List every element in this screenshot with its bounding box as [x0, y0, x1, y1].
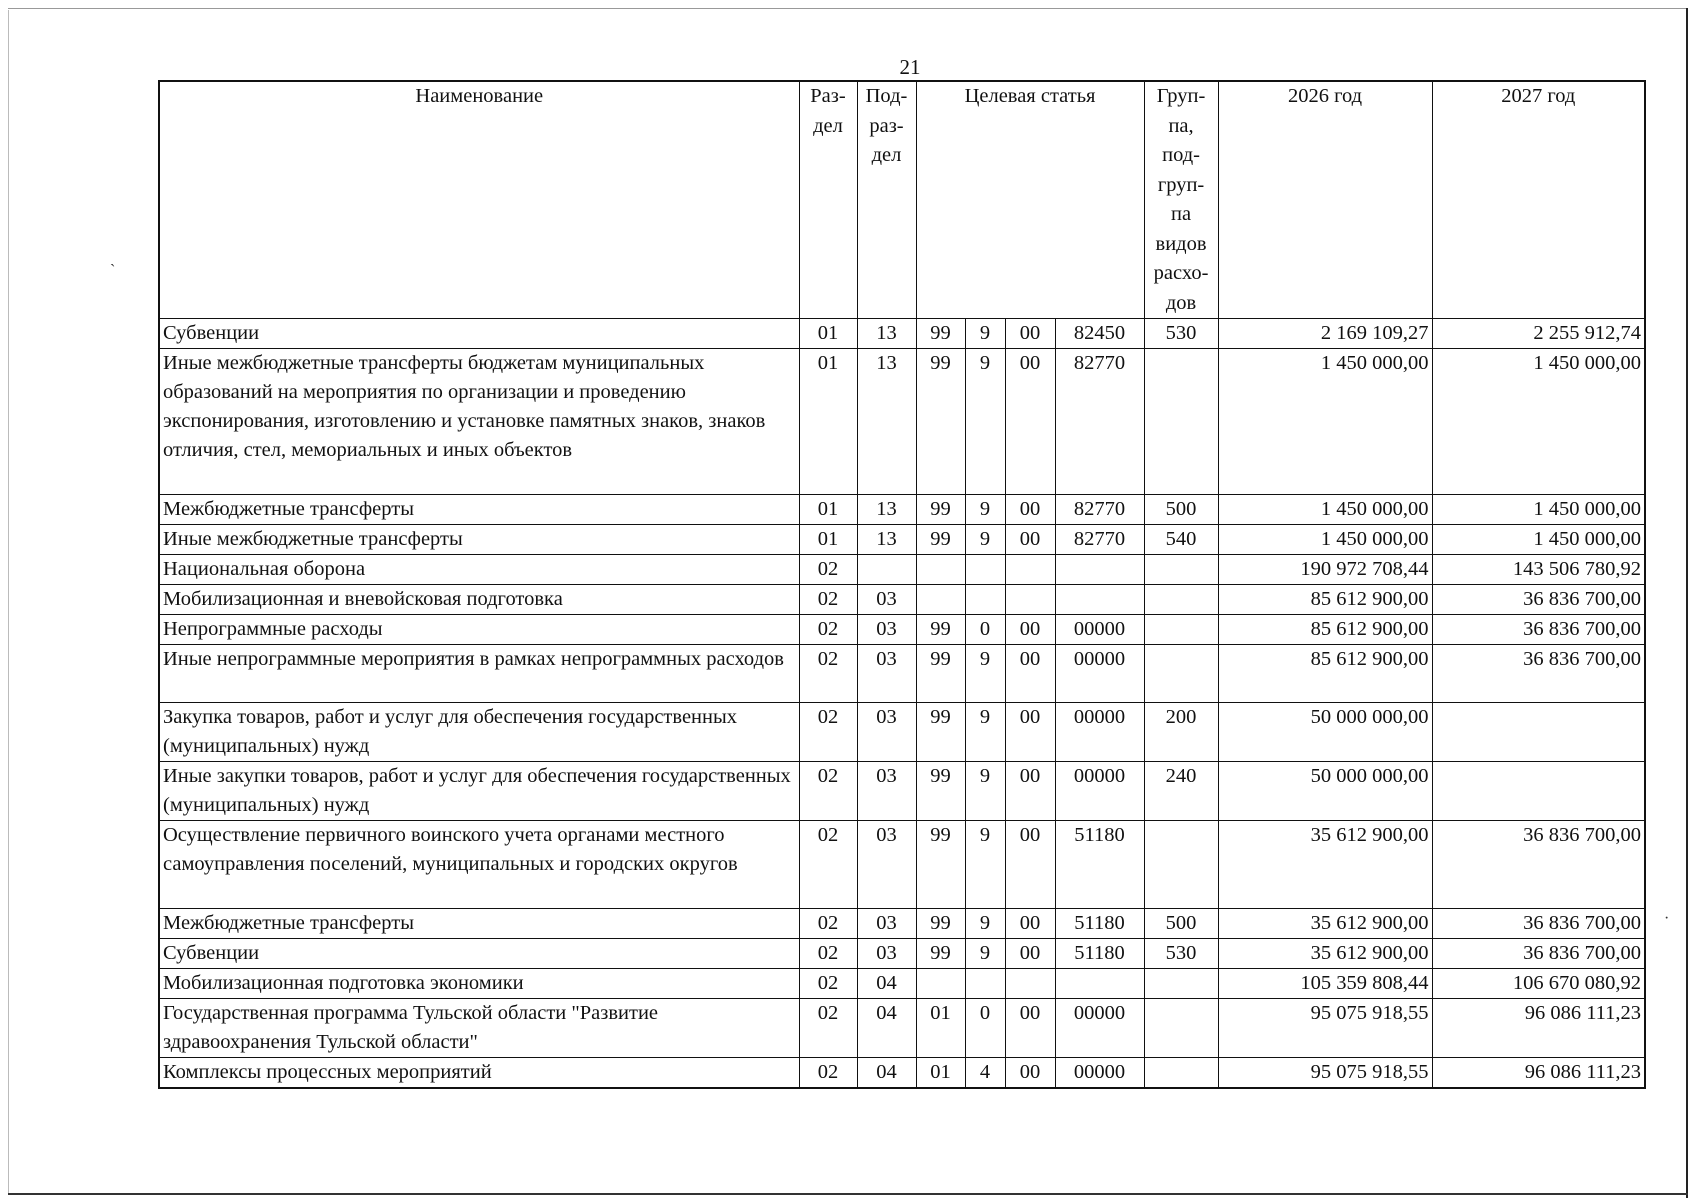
row-name: Национальная оборона — [159, 555, 799, 585]
row-target-subtype: 00 — [1005, 349, 1055, 495]
table-row — [159, 969, 1645, 999]
row-expense-group — [1144, 969, 1218, 999]
row-target-type: 9 — [965, 495, 1005, 525]
row-target-type: 9 — [965, 939, 1005, 969]
row-razdel: 02 — [799, 762, 857, 821]
row-amount-2027: 36 836 700,00 — [1432, 615, 1645, 645]
row-name: Иные закупки товаров, работ и услуг для обеспечения государственных (муниципальных) нужд — [159, 762, 799, 821]
row-target-program: 99 — [916, 495, 965, 525]
header-year-2026: 2026 год — [1218, 81, 1432, 319]
row-target-type: 9 — [965, 319, 1005, 349]
page-number: 21 — [899, 55, 921, 79]
row-target-subtype: 00 — [1005, 645, 1055, 703]
row-amount-2026: 35 612 900,00 — [1218, 821, 1432, 909]
row-expense-group — [1144, 349, 1218, 495]
table-row — [159, 645, 1645, 703]
row-amount-2026: 105 359 808,44 — [1218, 969, 1432, 999]
table-row — [159, 319, 1645, 349]
row-podrazdel: 13 — [857, 495, 916, 525]
row-target-program: 99 — [916, 525, 965, 555]
row-target-subtype — [1005, 555, 1055, 585]
row-podrazdel: 13 — [857, 525, 916, 555]
row-target-program: 99 — [916, 319, 965, 349]
row-amount-2026: 190 972 708,44 — [1218, 555, 1432, 585]
row-amount-2027: 143 506 780,92 — [1432, 555, 1645, 585]
page-edge-bottom — [8, 1193, 1688, 1195]
table-row — [159, 1058, 1645, 1089]
row-target-type — [965, 585, 1005, 615]
row-amount-2027: 36 836 700,00 — [1432, 821, 1645, 909]
row-amount-2026: 1 450 000,00 — [1218, 495, 1432, 525]
table-body — [159, 319, 1645, 1089]
row-podrazdel: 03 — [857, 909, 916, 939]
row-target-type — [965, 555, 1005, 585]
page-edge-left — [8, 10, 9, 1195]
row-target-program: 99 — [916, 349, 965, 495]
row-expense-group: 240 — [1144, 762, 1218, 821]
page-edge-top — [8, 8, 1688, 9]
row-target-type: 4 — [965, 1058, 1005, 1089]
row-amount-2027 — [1432, 762, 1645, 821]
row-name: Непрограммные расходы — [159, 615, 799, 645]
row-expense-group: 500 — [1144, 909, 1218, 939]
row-razdel: 02 — [799, 821, 857, 909]
table-row — [159, 349, 1645, 495]
row-expense-group: 200 — [1144, 703, 1218, 762]
row-target-direction: 00000 — [1055, 762, 1144, 821]
row-target-program: 99 — [916, 615, 965, 645]
row-target-direction: 82770 — [1055, 349, 1144, 495]
row-podrazdel: 03 — [857, 585, 916, 615]
table-row — [159, 999, 1645, 1058]
row-razdel: 01 — [799, 319, 857, 349]
row-razdel: 01 — [799, 349, 857, 495]
row-amount-2026: 85 612 900,00 — [1218, 585, 1432, 615]
row-name: Комплексы процессных мероприятий — [159, 1058, 799, 1089]
row-name: Иные непрограммные мероприятия в рамках непрограммных расходов — [159, 645, 799, 703]
table-row — [159, 762, 1645, 821]
row-amount-2026: 95 075 918,55 — [1218, 1058, 1432, 1089]
row-podrazdel: 04 — [857, 969, 916, 999]
row-target-type: 9 — [965, 645, 1005, 703]
scan-speck: · — [1664, 910, 1670, 927]
row-amount-2027: 106 670 080,92 — [1432, 969, 1645, 999]
row-amount-2026: 85 612 900,00 — [1218, 645, 1432, 703]
row-expense-group — [1144, 999, 1218, 1058]
row-target-type: 9 — [965, 909, 1005, 939]
row-amount-2026: 2 169 109,27 — [1218, 319, 1432, 349]
row-target-program — [916, 555, 965, 585]
row-target-direction — [1055, 555, 1144, 585]
row-name: Осуществление первичного воинского учета органами местного самоуправления поселений, муниципальных и городских округов — [159, 821, 799, 909]
row-amount-2027 — [1432, 703, 1645, 762]
row-podrazdel: 03 — [857, 762, 916, 821]
row-target-type: 9 — [965, 821, 1005, 909]
header-name: Наименование — [159, 81, 799, 319]
row-amount-2027: 1 450 000,00 — [1432, 525, 1645, 555]
row-target-subtype: 00 — [1005, 909, 1055, 939]
table-row — [159, 555, 1645, 585]
table-row — [159, 821, 1645, 909]
row-target-program: 01 — [916, 999, 965, 1058]
row-amount-2026: 1 450 000,00 — [1218, 349, 1432, 495]
row-razdel: 02 — [799, 645, 857, 703]
row-amount-2027: 36 836 700,00 — [1432, 645, 1645, 703]
row-amount-2026: 85 612 900,00 — [1218, 615, 1432, 645]
row-target-direction: 00000 — [1055, 703, 1144, 762]
row-target-direction: 82450 — [1055, 319, 1144, 349]
page-edge-right — [1686, 8, 1688, 1198]
row-podrazdel: 03 — [857, 939, 916, 969]
row-expense-group: 540 — [1144, 525, 1218, 555]
row-target-program: 99 — [916, 909, 965, 939]
row-target-direction: 00000 — [1055, 999, 1144, 1058]
row-target-type — [965, 969, 1005, 999]
row-target-type: 9 — [965, 349, 1005, 495]
row-name: Межбюджетные трансферты — [159, 495, 799, 525]
row-razdel: 02 — [799, 999, 857, 1058]
row-podrazdel: 03 — [857, 821, 916, 909]
row-target-direction: 82770 — [1055, 525, 1144, 555]
row-amount-2027: 36 836 700,00 — [1432, 909, 1645, 939]
row-name: Мобилизационная подготовка экономики — [159, 969, 799, 999]
row-name: Иные межбюджетные трансферты бюджетам муниципальных образований на мероприятия по организации и проведению экспонирования, изготовлению и установке памятных знаков, знаков отличия, стел, мемориальных и иных объектов — [159, 349, 799, 495]
row-name: Субвенции — [159, 939, 799, 969]
row-target-type: 9 — [965, 762, 1005, 821]
table-row — [159, 495, 1645, 525]
row-amount-2026: 35 612 900,00 — [1218, 939, 1432, 969]
row-target-subtype: 00 — [1005, 319, 1055, 349]
row-target-subtype: 00 — [1005, 999, 1055, 1058]
row-expense-group: 530 — [1144, 319, 1218, 349]
row-amount-2026: 50 000 000,00 — [1218, 762, 1432, 821]
budget-table — [158, 80, 1646, 1089]
row-target-program: 99 — [916, 645, 965, 703]
row-target-direction: 00000 — [1055, 645, 1144, 703]
row-podrazdel: 03 — [857, 703, 916, 762]
row-target-subtype — [1005, 969, 1055, 999]
row-amount-2027: 1 450 000,00 — [1432, 349, 1645, 495]
row-target-direction: 51180 — [1055, 939, 1144, 969]
header-group: Груп- па, под- груп- па видов расхо- дов — [1144, 81, 1218, 319]
row-podrazdel: 03 — [857, 645, 916, 703]
row-expense-group — [1144, 615, 1218, 645]
row-name: Иные межбюджетные трансферты — [159, 525, 799, 555]
row-podrazdel: 04 — [857, 999, 916, 1058]
row-name: Закупка товаров, работ и услуг для обеспечения государственных (муниципальных) нужд — [159, 703, 799, 762]
row-amount-2026: 35 612 900,00 — [1218, 909, 1432, 939]
row-razdel: 02 — [799, 615, 857, 645]
row-target-subtype: 00 — [1005, 703, 1055, 762]
row-target-subtype: 00 — [1005, 615, 1055, 645]
row-target-program: 99 — [916, 703, 965, 762]
row-amount-2027: 96 086 111,23 — [1432, 999, 1645, 1058]
row-target-direction: 00000 — [1055, 615, 1144, 645]
row-amount-2026: 95 075 918,55 — [1218, 999, 1432, 1058]
row-expense-group — [1144, 1058, 1218, 1089]
row-target-subtype: 00 — [1005, 525, 1055, 555]
table-row — [159, 525, 1645, 555]
row-razdel: 02 — [799, 909, 857, 939]
row-target-direction — [1055, 585, 1144, 615]
row-name: Государственная программа Тульской области "Развитие здравоохранения Тульской области" — [159, 999, 799, 1058]
row-amount-2026: 1 450 000,00 — [1218, 525, 1432, 555]
row-target-subtype: 00 — [1005, 939, 1055, 969]
row-target-direction: 82770 — [1055, 495, 1144, 525]
row-amount-2027: 96 086 111,23 — [1432, 1058, 1645, 1089]
row-name: Субвенции — [159, 319, 799, 349]
table-header-row — [159, 81, 1645, 319]
row-name: Межбюджетные трансферты — [159, 909, 799, 939]
row-name: Мобилизационная и вневойсковая подготовка — [159, 585, 799, 615]
row-target-direction: 51180 — [1055, 909, 1144, 939]
row-expense-group: 530 — [1144, 939, 1218, 969]
row-amount-2026: 50 000 000,00 — [1218, 703, 1432, 762]
row-expense-group — [1144, 645, 1218, 703]
table-row — [159, 703, 1645, 762]
header-podrazdel: Под- раз- дел — [857, 81, 916, 319]
row-expense-group: 500 — [1144, 495, 1218, 525]
row-target-subtype: 00 — [1005, 1058, 1055, 1089]
row-target-direction: 51180 — [1055, 821, 1144, 909]
table-row — [159, 585, 1645, 615]
header-target-article: Целевая статья — [916, 81, 1144, 319]
row-target-subtype: 00 — [1005, 495, 1055, 525]
row-target-type: 0 — [965, 999, 1005, 1058]
scan-speck: ˏ — [110, 250, 116, 267]
row-podrazdel: 13 — [857, 319, 916, 349]
row-target-direction: 00000 — [1055, 1058, 1144, 1089]
row-target-type: 9 — [965, 525, 1005, 555]
header-razdel: Раз- дел — [799, 81, 857, 319]
row-razdel: 01 — [799, 495, 857, 525]
row-razdel: 02 — [799, 555, 857, 585]
row-target-subtype: 00 — [1005, 821, 1055, 909]
row-target-direction — [1055, 969, 1144, 999]
row-target-program: 01 — [916, 1058, 965, 1089]
row-amount-2027: 36 836 700,00 — [1432, 585, 1645, 615]
row-target-program: 99 — [916, 762, 965, 821]
row-target-type: 0 — [965, 615, 1005, 645]
row-razdel: 02 — [799, 969, 857, 999]
row-podrazdel — [857, 555, 916, 585]
row-target-program — [916, 585, 965, 615]
row-expense-group — [1144, 555, 1218, 585]
row-razdel: 02 — [799, 1058, 857, 1089]
header-year-2027: 2027 год — [1432, 81, 1645, 319]
row-target-program: 99 — [916, 821, 965, 909]
row-target-subtype: 00 — [1005, 762, 1055, 821]
row-razdel: 02 — [799, 585, 857, 615]
row-razdel: 02 — [799, 703, 857, 762]
row-target-program — [916, 969, 965, 999]
row-amount-2027: 36 836 700,00 — [1432, 939, 1645, 969]
table-row — [159, 615, 1645, 645]
row-expense-group — [1144, 821, 1218, 909]
row-razdel: 02 — [799, 939, 857, 969]
table-row — [159, 909, 1645, 939]
row-podrazdel: 03 — [857, 615, 916, 645]
row-podrazdel: 04 — [857, 1058, 916, 1089]
row-target-subtype — [1005, 585, 1055, 615]
table-row — [159, 939, 1645, 969]
row-amount-2027: 1 450 000,00 — [1432, 495, 1645, 525]
row-expense-group — [1144, 585, 1218, 615]
row-amount-2027: 2 255 912,74 — [1432, 319, 1645, 349]
row-podrazdel: 13 — [857, 349, 916, 495]
row-target-type: 9 — [965, 703, 1005, 762]
row-razdel: 01 — [799, 525, 857, 555]
row-target-program: 99 — [916, 939, 965, 969]
